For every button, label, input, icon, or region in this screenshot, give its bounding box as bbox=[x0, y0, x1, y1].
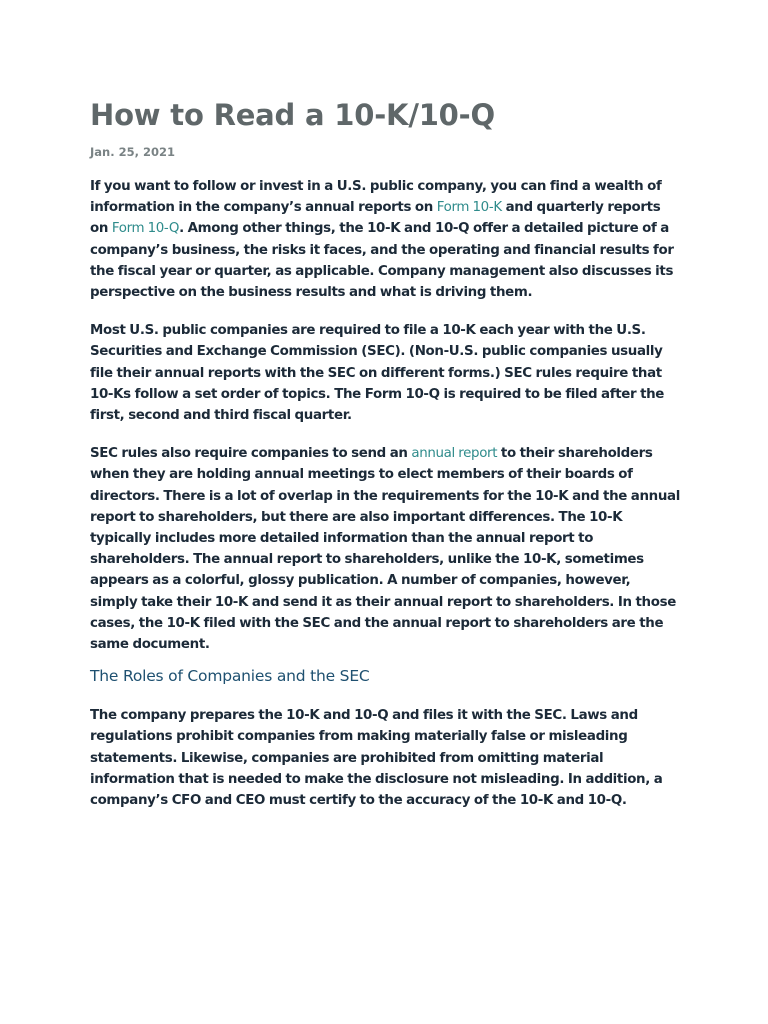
paragraph-text: If you want to follow or invest in a U.S. public company, you can find a wealth of information in the company’s annual reports on bbox=[90, 179, 662, 216]
paragraph-text: . Among other things, the 10-K and 10-Q offer a detailed picture of a company’s business, the risks it faces, and the operating and financial results for the fiscal year or quarter, as applicable. Company management also discusses its perspective on the business results and what is driving them. bbox=[90, 221, 674, 301]
form-10k-link[interactable]: Form 10-K bbox=[436, 200, 502, 216]
paragraph-filing-requirements: Most U.S. public companies are required to file a 10-K each year with the U.S. Securities and Exchange Commission (SEC). (Non-U.S. public companies usually file their annual reports with the SEC on different forms.) SEC rules require that 10-Ks follow a set order of topics. The Form 10-Q is required to be filed after the first, second and third fiscal quarter. bbox=[90, 323, 665, 424]
article-date: Jan. 25, 2021 bbox=[90, 145, 175, 159]
form-10q-link[interactable]: Form 10-Q bbox=[111, 221, 180, 237]
section-heading: The Roles of Companies and the SEC bbox=[90, 667, 370, 686]
paragraph-intro bbox=[90, 176, 680, 303]
paragraph-text: and quarterly reports on bbox=[90, 200, 661, 237]
article-title: How to Read a 10-K/10-Q bbox=[90, 98, 495, 132]
article bbox=[90, 95, 680, 811]
paragraph-roles: The company prepares the 10-K and 10-Q and files it with the SEC. Laws and regulations prohibit companies from making materially false or misleading statements. Likewise, companies are prohibited from omitting material information that is needed to make the disclosure not misleading. In addition, a company’s CFO and CEO must certify to the accuracy of the 10-K and 10-Q. bbox=[90, 708, 663, 809]
paragraph-text: SEC rules also require companies to send an bbox=[90, 446, 412, 462]
annual-report-link[interactable]: annual report bbox=[411, 446, 498, 462]
paragraph-annual-report bbox=[90, 443, 680, 655]
paragraph-text: to their shareholders when they are holding annual meetings to elect members of their boards of directors. There is a lot of overlap in the requirements for the 10-K and the annual report to shareholders, but there are also important differences. The 10-K typically includes more detailed information than the annual report to shareholders. The annual report to shareholders, unlike the 10-K, sometimes appears as a colorful, glossy publication. A number of companies, however, simply take their 10-K and send it as their annual report to shareholders. In those cases, the 10-K filed with the SEC and the annual report to shareholders are the same document. bbox=[90, 446, 680, 653]
